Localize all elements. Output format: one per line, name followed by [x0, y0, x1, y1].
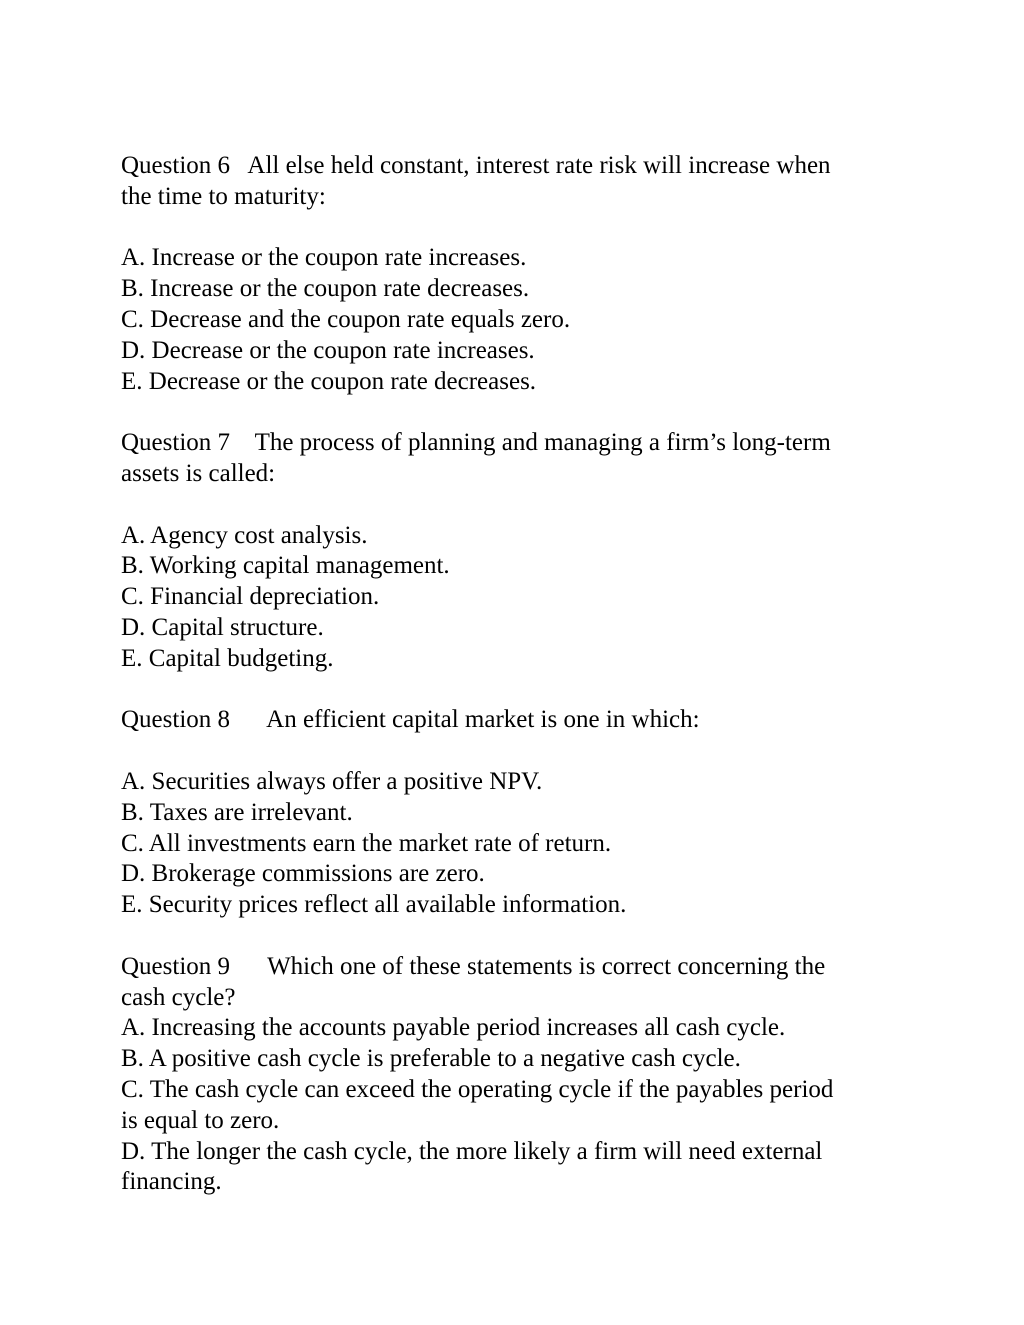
answer-option-a: A. Increase or the coupon rate increases. — [121, 244, 527, 272]
question-6 — [121, 151, 901, 397]
blank-line — [121, 675, 901, 706]
question-9 — [121, 952, 901, 1198]
answer-option-d: D. The longer the cash cycle, the more likely a firm will need external — [121, 1137, 823, 1165]
answer-option-c: C. Decrease and the coupon rate equals zero. — [121, 305, 571, 333]
answer-option-d: D. Capital structure. — [121, 613, 324, 641]
question-8 — [121, 705, 901, 921]
question-stem-line: the time to maturity: — [121, 182, 326, 210]
question-stem-line: Question 9 Which one of these statements is correct concerning the — [121, 952, 826, 980]
answer-option-e: E. Capital budgeting. — [121, 644, 334, 672]
answer-option-c: C. Financial depreciation. — [121, 583, 380, 611]
document-page — [121, 151, 901, 1198]
answer-option-c: C. All investments earn the market rate of return. — [121, 829, 612, 857]
answer-option-a: A. Securities always offer a positive NPV. — [121, 767, 543, 795]
answer-option-b: B. Working capital management. — [121, 552, 450, 580]
blank-line — [121, 736, 901, 767]
answer-option-c: C. The cash cycle can exceed the operating cycle if the payables period — [121, 1075, 834, 1103]
answer-option-c-continued: is equal to zero. — [121, 1106, 280, 1134]
question-stem-line: assets is called: — [121, 459, 276, 487]
answer-option-b: B. Increase or the coupon rate decreases. — [121, 275, 530, 303]
question-stem-line: Question 6 All else held constant, interest rate risk will increase when — [121, 152, 831, 179]
answer-option-a: A. Increasing the accounts payable period increases all cash cycle. — [121, 1014, 786, 1042]
answer-option-e: E. Decrease or the coupon rate decreases. — [121, 367, 537, 395]
question-stem-line: Question 7 The process of planning and managing a firm’s long-term — [121, 429, 831, 457]
blank-line — [121, 397, 901, 428]
blank-line — [121, 213, 901, 244]
answer-option-a: A. Agency cost analysis. — [121, 521, 368, 549]
question-stem-line: cash cycle? — [121, 983, 236, 1011]
answer-option-d: D. Decrease or the coupon rate increases. — [121, 336, 535, 364]
blank-line — [121, 490, 901, 521]
answer-option-d: D. Brokerage commissions are zero. — [121, 860, 485, 888]
answer-option-e: E. Security prices reflect all available information. — [121, 891, 627, 919]
answer-option-b: B. Taxes are irrelevant. — [121, 798, 353, 826]
answer-option-d-continued: financing. — [121, 1168, 222, 1196]
answer-option-b: B. A positive cash cycle is preferable to a negative cash cycle. — [121, 1045, 741, 1073]
question-stem-line: Question 8 An efficient capital market is one in which: — [121, 706, 700, 734]
blank-line — [121, 921, 901, 952]
question-7 — [121, 428, 901, 674]
